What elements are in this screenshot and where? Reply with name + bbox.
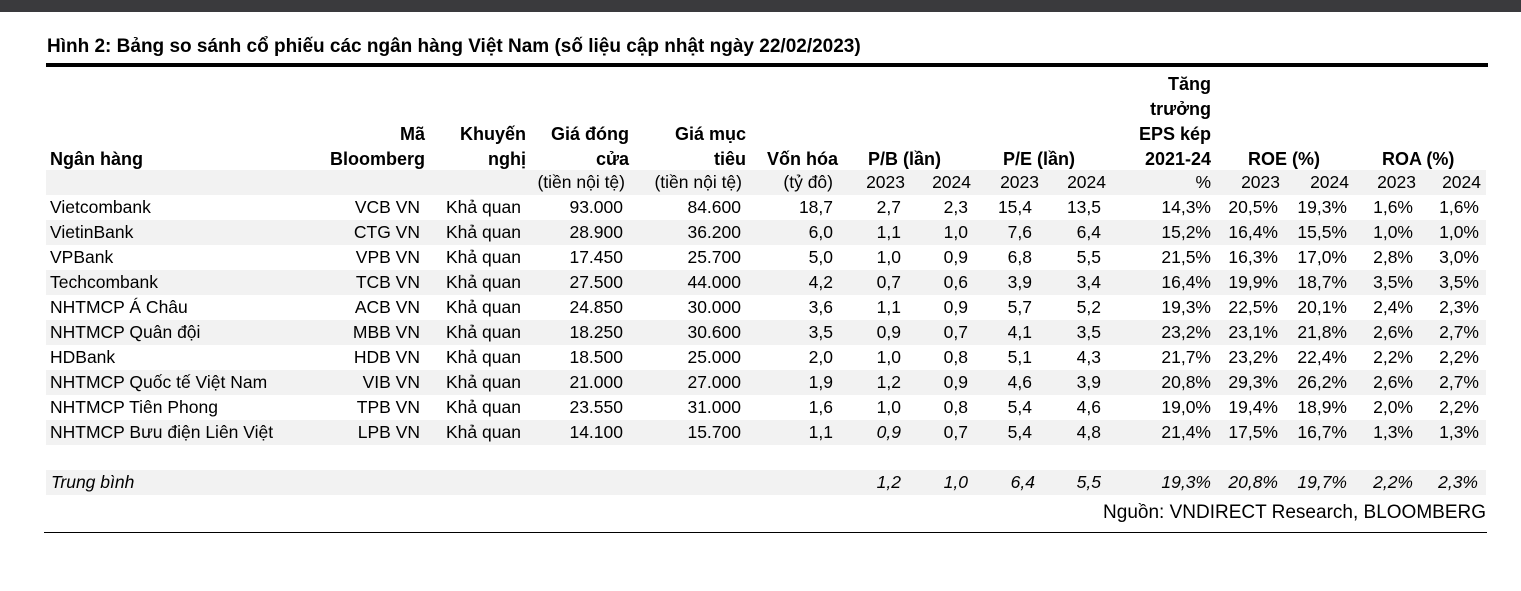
cell-pb-2023: 0,9 [876,422,901,442]
cell-roe-2024: 16,7% [1297,422,1347,442]
cell-roa-2023: 2,4% [1373,297,1413,317]
cell-market-cap: 3,6 [808,297,833,317]
table-row [0,370,1521,395]
subheader-roa-2023: 2023 [1377,172,1416,192]
cell-pe-2024: 3,9 [1076,372,1101,392]
table-row [0,395,1521,420]
cell-roe-2024: 18,7% [1297,272,1347,292]
cell-close-price: 18.250 [569,322,623,342]
cell-bloomberg-code: CTG VN [353,222,420,242]
cell-market-cap: 4,2 [808,272,833,292]
table-row [0,320,1521,345]
table-row [0,195,1521,220]
header-eps-growth-line3: EPS kép [1138,124,1211,144]
header-close-price-line1: Giá đóng [551,124,629,144]
cell-roa-2024: 3,0% [1439,247,1479,267]
cell-close-price: 21.000 [569,372,623,392]
cell-recommendation: Khả quan [446,247,521,267]
average-pe-2023: 6,4 [1010,472,1035,492]
cell-roe-2024: 15,5% [1297,222,1347,242]
header-pe: P/E (lần) [1003,149,1076,169]
cell-pe-2023: 4,6 [1007,372,1032,392]
cell-market-cap: 2,0 [808,347,833,367]
header-recommendation-line2: nghị [488,149,526,169]
cell-pe-2023: 15,4 [997,197,1032,217]
header-bloomberg-line2: Bloomberg [329,149,425,169]
cell-pe-2023: 5,4 [1007,397,1032,417]
cell-pe-2024: 4,8 [1076,422,1101,442]
header-eps-growth-line2: trưởng [1150,99,1211,119]
cell-roe-2024: 22,4% [1297,347,1347,367]
subheader-pe-2024: 2024 [1067,172,1106,192]
cell-bank-name: HDBank [50,347,116,367]
cell-bank-name: NHTMCP Quân đội [50,322,201,342]
subheader-pe-2023: 2023 [1000,172,1039,192]
cell-eps-growth: 21,4% [1161,422,1211,442]
cell-roa-2023: 1,6% [1373,197,1413,217]
cell-pe-2024: 3,5 [1076,322,1101,342]
table-row [0,220,1521,245]
cell-pb-2023: 1,2 [876,372,901,392]
cell-recommendation: Khả quan [446,422,521,442]
subheader-roa-2024: 2024 [1442,172,1481,192]
cell-roe-2024: 17,0% [1297,247,1347,267]
cell-recommendation: Khả quan [446,197,521,217]
cell-pe-2024: 13,5 [1066,197,1101,217]
cell-bloomberg-code: MBB VN [352,322,420,342]
cell-roe-2023: 29,3% [1228,372,1278,392]
cell-bank-name: NHTMCP Tiên Phong [50,397,218,417]
cell-pb-2024: 1,0 [943,222,968,242]
cell-roe-2023: 22,5% [1228,297,1278,317]
header-bank: Ngân hàng [50,149,143,169]
header-target-price-line2: tiêu [713,149,746,169]
subheader-mcap-unit: (tỷ đô) [783,172,833,192]
cell-pb-2024: 0,7 [943,422,968,442]
cell-pe-2024: 3,4 [1076,272,1101,292]
cell-target-price: 84.600 [687,197,741,217]
header-eps-growth-line4: 2021-24 [1144,149,1211,169]
cell-pe-2024: 4,3 [1076,347,1101,367]
table-row [0,295,1521,320]
cell-roa-2024: 2,2% [1439,397,1479,417]
cell-roe-2023: 20,5% [1228,197,1278,217]
header-bloomberg-line1: Mã [399,124,425,144]
cell-pb-2023: 1,0 [876,247,901,267]
cell-market-cap: 3,5 [808,322,833,342]
cell-bank-name: VietinBank [50,222,134,242]
cell-roa-2024: 1,0% [1439,222,1479,242]
cell-pe-2023: 5,7 [1007,297,1032,317]
subheader-roe-2024: 2024 [1310,172,1349,192]
cell-roa-2024: 1,6% [1439,197,1479,217]
average-pb-2024: 1,0 [943,472,968,492]
source-note: Nguồn: VNDIRECT Research, BLOOMBERG [1103,502,1486,523]
cell-close-price: 23.550 [569,397,623,417]
cell-pb-2024: 2,3 [943,197,968,217]
cell-roa-2023: 1,0% [1373,222,1413,242]
cell-pe-2023: 3,9 [1007,272,1032,292]
cell-target-price: 30.000 [687,297,741,317]
cell-roa-2024: 1,3% [1439,422,1479,442]
subheader-close-unit: (tiền nội tệ) [537,172,625,192]
cell-bank-name: NHTMCP Á Châu [50,297,188,317]
cell-roe-2024: 18,9% [1297,397,1347,417]
cell-bank-name: Techcombank [50,272,158,292]
cell-market-cap: 1,6 [808,397,833,417]
cell-pe-2023: 4,1 [1007,322,1032,342]
header-market-cap: Vốn hóa [767,149,838,169]
cell-close-price: 24.850 [569,297,623,317]
subheader-roe-2023: 2023 [1241,172,1280,192]
cell-bank-name: NHTMCP Bưu điện Liên Việt [50,422,274,442]
cell-target-price: 31.000 [687,397,741,417]
header-target-price-line1: Giá mục [674,124,746,144]
cell-bloomberg-code: LPB VN [357,422,420,442]
cell-bloomberg-code: HDB VN [353,347,420,367]
cell-pe-2024: 5,5 [1076,247,1101,267]
cell-target-price: 25.000 [687,347,741,367]
cell-pb-2024: 0,9 [943,247,968,267]
cell-roe-2023: 19,9% [1228,272,1278,292]
cell-roa-2023: 2,6% [1373,322,1413,342]
cell-roa-2023: 1,3% [1373,422,1413,442]
average-roe-2023: 20,8% [1228,472,1278,492]
cell-pe-2023: 5,4 [1007,422,1032,442]
cell-pb-2024: 0,6 [943,272,968,292]
cell-eps-growth: 21,5% [1161,247,1211,267]
cell-pb-2024: 0,9 [943,297,968,317]
cell-recommendation: Khả quan [446,397,521,417]
cell-roa-2023: 2,2% [1373,347,1413,367]
header-recommendation-line1: Khuyến [459,124,526,144]
cell-recommendation: Khả quan [446,222,521,242]
table-row [0,345,1521,370]
cell-pe-2024: 6,4 [1076,222,1101,242]
cell-close-price: 17.450 [569,247,623,267]
cell-roe-2023: 19,4% [1228,397,1278,417]
cell-eps-growth: 21,7% [1161,347,1211,367]
cell-roa-2023: 2,0% [1373,397,1413,417]
subheader-pb-2024: 2024 [932,172,971,192]
cell-roa-2024: 2,3% [1439,297,1479,317]
cell-roa-2024: 2,2% [1439,347,1479,367]
cell-pe-2023: 7,6 [1007,222,1032,242]
cell-roa-2023: 3,5% [1373,272,1413,292]
cell-roe-2024: 21,8% [1297,322,1347,342]
cell-target-price: 44.000 [687,272,741,292]
cell-target-price: 27.000 [687,372,741,392]
cell-market-cap: 18,7 [798,197,833,217]
cell-roe-2023: 17,5% [1228,422,1278,442]
subheader-pb-2023: 2023 [866,172,905,192]
table-top-rule [46,63,1488,67]
subheader-eps-unit: % [1195,172,1211,192]
subheader-target-unit: (tiền nội tệ) [654,172,742,192]
cell-roe-2024: 26,2% [1297,372,1347,392]
cell-close-price: 28.900 [569,222,623,242]
cell-market-cap: 5,0 [808,247,833,267]
average-roa-2024: 2,3% [1438,472,1478,492]
cell-pb-2023: 1,1 [876,297,901,317]
cell-target-price: 36.200 [687,222,741,242]
table-row [0,420,1521,445]
cell-market-cap: 1,1 [808,422,833,442]
table-row [0,270,1521,295]
header-close-price-line2: cửa [595,149,629,169]
header-roa: ROA (%) [1382,149,1455,169]
header-eps-growth-line1: Tăng [1168,74,1211,94]
cell-close-price: 18.500 [569,347,623,367]
cell-roa-2024: 2,7% [1439,322,1479,342]
cell-bloomberg-code: TPB VN [356,397,420,417]
cell-recommendation: Khả quan [446,272,521,292]
cell-recommendation: Khả quan [446,347,521,367]
average-eps-growth: 19,3% [1161,472,1211,492]
table-bottom-rule [44,532,1487,533]
cell-pb-2023: 1,1 [876,222,901,242]
table-row [0,245,1521,270]
cell-close-price: 14.100 [569,422,623,442]
cell-roe-2023: 16,4% [1228,222,1278,242]
cell-pb-2023: 0,7 [876,272,901,292]
header-roe: ROE (%) [1248,149,1320,169]
cell-target-price: 25.700 [687,247,741,267]
average-pe-2024: 5,5 [1076,472,1101,492]
cell-bank-name: VPBank [50,247,114,267]
cell-pe-2024: 4,6 [1076,397,1101,417]
cell-pb-2024: 0,8 [943,397,968,417]
cell-target-price: 30.600 [687,322,741,342]
cell-pb-2024: 0,7 [943,322,968,342]
cell-bank-name: NHTMCP Quốc tế Việt Nam [50,372,268,392]
cell-recommendation: Khả quan [446,322,521,342]
figure-title: Hình 2: Bảng so sánh cổ phiếu các ngân hàng Việt Nam (số liệu cập nhật ngày 22/02/2023) [47,36,861,57]
header-pb: P/B (lần) [868,149,942,169]
cell-market-cap: 6,0 [808,222,833,242]
average-roe-2024: 19,7% [1297,472,1347,492]
cell-target-price: 15.700 [687,422,741,442]
cell-roa-2023: 2,6% [1373,372,1413,392]
cell-roe-2024: 20,1% [1297,297,1347,317]
cell-pb-2023: 1,0 [876,347,901,367]
cell-bloomberg-code: ACB VN [354,297,420,317]
cell-pe-2024: 5,2 [1076,297,1101,317]
cell-roe-2023: 16,3% [1228,247,1278,267]
cell-roe-2023: 23,2% [1228,347,1278,367]
average-row [0,470,1521,495]
cell-roa-2024: 2,7% [1439,372,1479,392]
window-top-bar [0,0,1521,12]
cell-close-price: 27.500 [569,272,623,292]
cell-pe-2023: 6,8 [1007,247,1032,267]
cell-eps-growth: 15,2% [1161,222,1211,242]
cell-roe-2024: 19,3% [1297,197,1347,217]
cell-bloomberg-code: TCB VN [355,272,420,292]
cell-eps-growth: 16,4% [1161,272,1211,292]
cell-eps-growth: 14,3% [1161,197,1211,217]
cell-bloomberg-code: VPB VN [355,247,420,267]
cell-roa-2024: 3,5% [1439,272,1479,292]
cell-pb-2023: 0,9 [876,322,901,342]
cell-roa-2023: 2,8% [1373,247,1413,267]
cell-bank-name: Vietcombank [50,197,151,217]
average-pb-2023: 1,2 [876,472,901,492]
cell-market-cap: 1,9 [808,372,833,392]
cell-pb-2024: 0,8 [943,347,968,367]
cell-pb-2023: 1,0 [876,397,901,417]
average-label: Trung bình [51,472,135,492]
cell-pe-2023: 5,1 [1007,347,1032,367]
cell-recommendation: Khả quan [446,297,521,317]
average-roa-2023: 2,2% [1373,472,1413,492]
cell-eps-growth: 23,2% [1161,322,1211,342]
cell-close-price: 93.000 [569,197,623,217]
cell-bloomberg-code: VIB VN [362,372,420,392]
cell-eps-growth: 20,8% [1161,372,1211,392]
cell-bloomberg-code: VCB VN [354,197,420,217]
cell-recommendation: Khả quan [446,372,521,392]
cell-pb-2023: 2,7 [876,197,901,217]
cell-eps-growth: 19,3% [1161,297,1211,317]
cell-pb-2024: 0,9 [943,372,968,392]
cell-roe-2023: 23,1% [1228,322,1278,342]
cell-eps-growth: 19,0% [1161,397,1211,417]
